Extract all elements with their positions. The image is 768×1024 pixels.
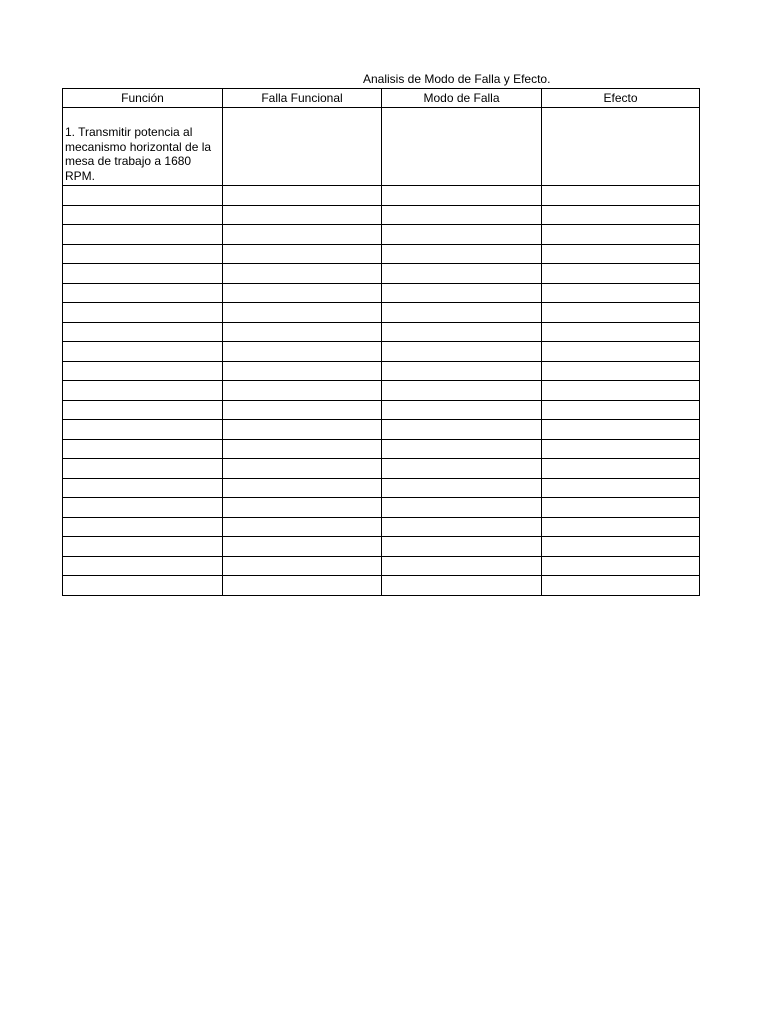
- cell-falla-funcional: [223, 244, 382, 264]
- cell-funcion: [63, 439, 223, 459]
- table-row: [63, 498, 700, 518]
- table-row: [63, 420, 700, 440]
- cell-funcion: [63, 459, 223, 479]
- cell-falla-funcional: [223, 537, 382, 557]
- cell-funcion: [63, 108, 223, 186]
- cell-modo-de-falla: [382, 303, 542, 323]
- cell-efecto: [542, 517, 700, 537]
- cell-modo-de-falla: [382, 517, 542, 537]
- cell-modo-de-falla: [382, 108, 542, 186]
- cell-funcion: [63, 381, 223, 401]
- cell-efecto: [542, 498, 700, 518]
- cell-efecto: [542, 244, 700, 264]
- table-row: [63, 342, 700, 362]
- cell-efecto: [542, 459, 700, 479]
- cell-modo-de-falla: [382, 361, 542, 381]
- cell-falla-funcional: [223, 361, 382, 381]
- table-row: [63, 439, 700, 459]
- cell-modo-de-falla: [382, 205, 542, 225]
- cell-modo-de-falla: [382, 498, 542, 518]
- cell-falla-funcional: [223, 498, 382, 518]
- cell-modo-de-falla: [382, 186, 542, 206]
- cell-funcion: [63, 264, 223, 284]
- table-row: [63, 186, 700, 206]
- cell-funcion-text: 1. Transmitir potencia al mecanismo horizontal de la mesa de trabajo a 1680 RPM.: [65, 125, 212, 183]
- header-row: [63, 89, 700, 108]
- cell-efecto: [542, 478, 700, 498]
- cell-efecto: [542, 556, 700, 576]
- table-row: [63, 537, 700, 557]
- cell-modo-de-falla: [382, 283, 542, 303]
- cell-funcion: [63, 303, 223, 323]
- cell-modo-de-falla: [382, 556, 542, 576]
- cell-falla-funcional: [223, 478, 382, 498]
- cell-falla-funcional: [223, 400, 382, 420]
- table-row: [63, 400, 700, 420]
- cell-funcion: [63, 283, 223, 303]
- table-row: [63, 244, 700, 264]
- cell-modo-de-falla: [382, 439, 542, 459]
- cell-modo-de-falla: [382, 264, 542, 284]
- cell-efecto: [542, 361, 700, 381]
- cell-modo-de-falla: [382, 225, 542, 245]
- cell-falla-funcional: [223, 186, 382, 206]
- cell-efecto: [542, 303, 700, 323]
- cell-funcion: [63, 556, 223, 576]
- cell-modo-de-falla: [382, 576, 542, 596]
- cell-modo-de-falla: [382, 381, 542, 401]
- cell-falla-funcional: [223, 303, 382, 323]
- cell-efecto: [542, 342, 700, 362]
- cell-efecto: [542, 225, 700, 245]
- table-row: [63, 361, 700, 381]
- cell-funcion: [63, 400, 223, 420]
- table-row: [63, 283, 700, 303]
- table-row: [63, 108, 700, 186]
- cell-falla-funcional: [223, 108, 382, 186]
- cell-falla-funcional: [223, 556, 382, 576]
- table-row: [63, 478, 700, 498]
- table-row: [63, 205, 700, 225]
- cell-funcion: [63, 478, 223, 498]
- cell-efecto: [542, 537, 700, 557]
- table-row: [63, 381, 700, 401]
- header-falla-funcional: Falla Funcional: [223, 89, 382, 108]
- cell-funcion: [63, 420, 223, 440]
- cell-funcion: [63, 576, 223, 596]
- header-modo-de-falla: Modo de Falla: [382, 89, 542, 108]
- table-row: [63, 556, 700, 576]
- cell-funcion: [63, 205, 223, 225]
- cell-funcion: [63, 342, 223, 362]
- cell-efecto: [542, 283, 700, 303]
- cell-modo-de-falla: [382, 420, 542, 440]
- fmea-table: [62, 88, 700, 596]
- cell-modo-de-falla: [382, 459, 542, 479]
- table-row: [63, 225, 700, 245]
- cell-falla-funcional: [223, 576, 382, 596]
- cell-falla-funcional: [223, 459, 382, 479]
- cell-modo-de-falla: [382, 342, 542, 362]
- cell-falla-funcional: [223, 439, 382, 459]
- cell-falla-funcional: [223, 205, 382, 225]
- cell-efecto: [542, 186, 700, 206]
- cell-falla-funcional: [223, 381, 382, 401]
- cell-falla-funcional: [223, 283, 382, 303]
- document-title: Analisis de Modo de Falla y Efecto.: [363, 72, 551, 86]
- cell-funcion: [63, 361, 223, 381]
- cell-funcion: [63, 244, 223, 264]
- header-efecto: Efecto: [542, 89, 700, 108]
- cell-modo-de-falla: [382, 322, 542, 342]
- cell-efecto: [542, 420, 700, 440]
- cell-falla-funcional: [223, 322, 382, 342]
- cell-funcion: [63, 322, 223, 342]
- table-row: [63, 303, 700, 323]
- cell-funcion: [63, 225, 223, 245]
- cell-funcion: [63, 186, 223, 206]
- cell-funcion: [63, 517, 223, 537]
- cell-falla-funcional: [223, 225, 382, 245]
- cell-efecto: [542, 381, 700, 401]
- cell-efecto: [542, 322, 700, 342]
- cell-efecto: [542, 264, 700, 284]
- cell-falla-funcional: [223, 420, 382, 440]
- cell-falla-funcional: [223, 517, 382, 537]
- cell-falla-funcional: [223, 342, 382, 362]
- cell-efecto: [542, 108, 700, 186]
- cell-falla-funcional: [223, 264, 382, 284]
- cell-modo-de-falla: [382, 244, 542, 264]
- cell-efecto: [542, 400, 700, 420]
- header-funcion: Función: [63, 89, 223, 108]
- table-row: [63, 459, 700, 479]
- cell-efecto: [542, 439, 700, 459]
- table-row: [63, 264, 700, 284]
- cell-modo-de-falla: [382, 400, 542, 420]
- cell-modo-de-falla: [382, 478, 542, 498]
- table-row: [63, 576, 700, 596]
- cell-funcion: [63, 537, 223, 557]
- cell-efecto: [542, 576, 700, 596]
- cell-funcion: [63, 498, 223, 518]
- table-row: [63, 517, 700, 537]
- cell-modo-de-falla: [382, 537, 542, 557]
- cell-efecto: [542, 205, 700, 225]
- table-row: [63, 322, 700, 342]
